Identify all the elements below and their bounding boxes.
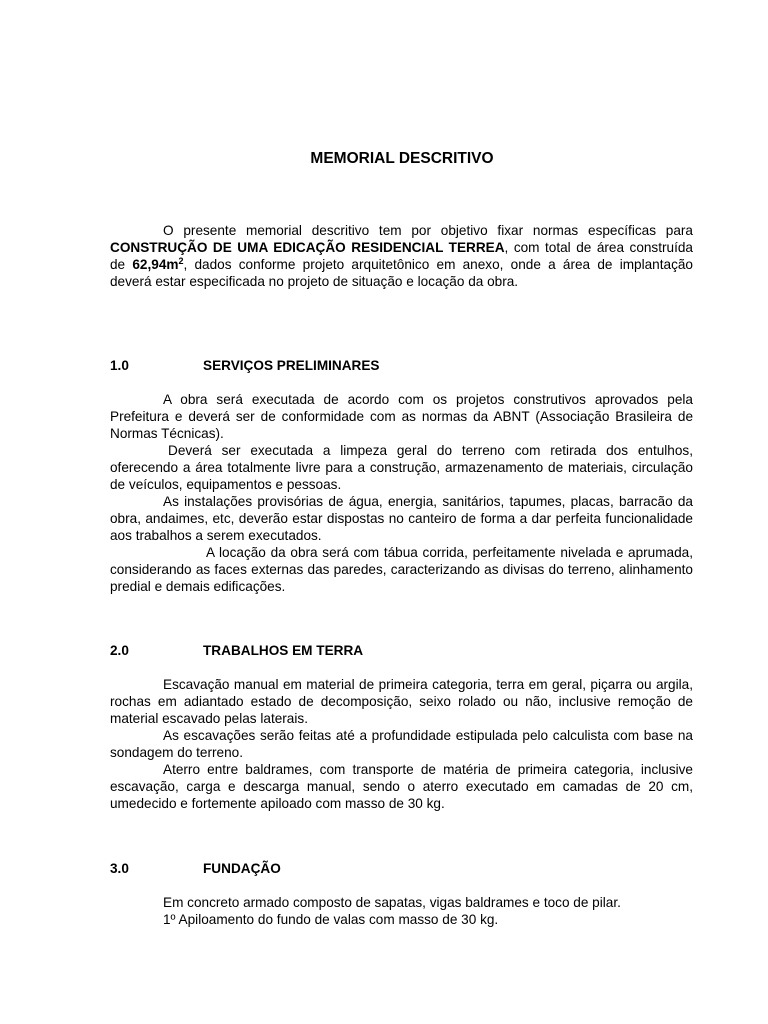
section-number: 2.0 [110, 643, 129, 658]
paragraph: A obra será executada de acordo com os projetos construtivos aprovados pela Prefeitura e deverá ser de conformidade com as normas da ABNT (Associação Brasileira de Normas Técnicas). [110, 392, 693, 441]
section-title: TRABALHOS EM TERRA [203, 643, 364, 658]
intro-text-2: , com total de área construída de [110, 240, 693, 272]
paragraph: A locação da obra será com tábua corrida, perfeitamente nivelada e aprumada, considerando as faces externas das paredes, caracterizando as divisas do terreno, alinhamento predial e demais edificações. [110, 545, 693, 594]
paragraph: 1º Apiloamento do fundo de valas com masso de 30 kg. [163, 912, 499, 927]
section-2-body [110, 676, 693, 812]
paragraph: Aterro entre baldrames, com transporte de matéria de primeira categoria, inclusive escavação, carga e descarga manual, sendo o aterro executado em camadas de 20 cm, umedecido e fortemente apiloado com masso de 30 kg. [110, 762, 693, 811]
section-number: 3.0 [110, 861, 129, 876]
section-1-body [110, 391, 693, 595]
paragraph: As escavações serão feitas até a profundidade estipulada pelo calculista com base na sondagem do terreno. [110, 728, 693, 760]
intro-text-3: , dados conforme projeto arquitetônico em anexo, onde a área de implantação deverá estar especificada no projeto de situação e locação da obra. [110, 257, 693, 289]
section-heading-1 [110, 358, 380, 373]
section-title: FUNDAÇÃO [203, 861, 281, 876]
section-title: SERVIÇOS PRELIMINARES [203, 358, 380, 373]
section-heading-3 [110, 861, 281, 876]
paragraph: Escavação manual em material de primeira categoria, terra em geral, piçarra ou argila, rochas em adiantado estado de decomposição, seixo rolado ou não, inclusive remoção de material escavado pelas laterais. [110, 677, 693, 726]
intro-bold-area: $62,94m^2$ [132, 256, 184, 272]
paragraph: Deverá ser executada a limpeza geral do terreno com retirada dos entulhos, oferecendo a área totalmente livre para a construção, armazenamento de materiais, circulação de veículos, equipamentos e pessoas. [110, 443, 693, 492]
intro-paragraph [110, 222, 693, 290]
paragraph: Em concreto armado composto de sapatas, vigas baldrames e toco de pilar. [163, 895, 621, 910]
section-number: 1.0 [110, 358, 129, 373]
intro-bold-project: CONSTRUÇÃO DE UMA EDICAÇÃO RESIDENCIAL TERREA [110, 240, 505, 255]
paragraph: As instalações provisórias de água, energia, sanitários, tapumes, placas, barracão da obra, andaimes, etc, deverão estar dispostas no canteiro de forma a dar perfeita funcionalidade aos trabalhos a serem executados. [110, 494, 693, 543]
document-title: MEMORIAL DESCRITIVO [310, 150, 494, 167]
intro-text-1: O presente memorial descritivo tem por objetivo fixar normas específicas para [163, 223, 693, 238]
section-heading-2 [110, 643, 363, 658]
section-3-body [110, 894, 700, 928]
